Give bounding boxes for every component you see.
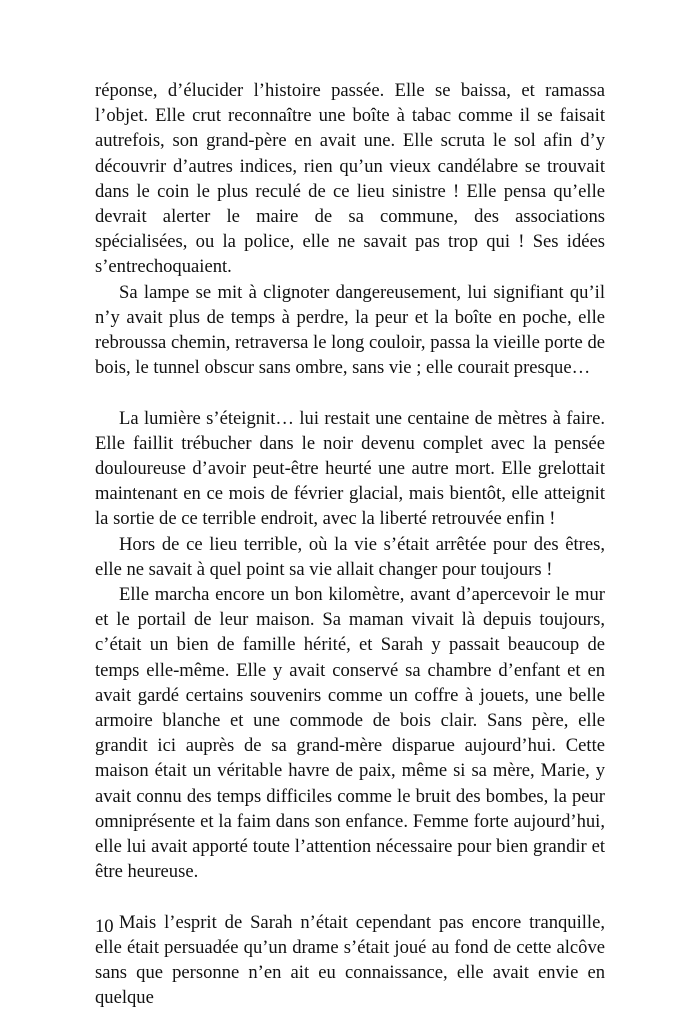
paragraph: réponse, d’élucider l’histoire passée. Elle se baissa, et ramassa l’objet. Elle crut reconnaître une boîte à tabac comme il se faisait autrefois, son grand-père en avait une. Elle scruta le sol afin d’y découvrir d’autres indices, rien qu’un vieux candélabre se trouvait dans le coin le plus reculé de ce lieu sinistre ! Elle pensa qu’elle devrait alerter le maire de sa commune, des associations spécialisées, ou la police, elle ne savait pas trop qui ! Ses idées s’entrechoquaient. (95, 80, 605, 278)
paragraph: Elle marcha encore un bon kilomètre, avant d’apercevoir le mur et le portail de leur maison. Sa maman vivait là depuis toujours, c’était un bien de famille hérité, et Sarah y passait beaucoup de temps elle-même. Elle y avait conservé sa chambre d’enfant et en avait gardé certains souvenirs comme un coffre à jouets, une belle armoire blanche et une commode de bois clair. Sans père, elle grandit ici auprès de sa grand-mère disparue aujourd’hui. Cette maison était un véritable havre de paix, même si sa mère, Marie, y avait connu des temps difficiles comme le bruit des bombes, la peur omniprésente et la faim dans son enfance. Femme forte aujourd’hui, elle lui avait apporté toute l’attention nécessaire pour bien grandir et être heureuse. (95, 584, 605, 883)
paragraph: La lumière s’éteignit… lui restait une centaine de mètres à faire. Elle faillit trébucher dans le noir devenu complet avec la pensée douloureuse d’avoir peut-être heurté une autre mort. Elle grelottait maintenant en ce mois de février glacial, mais bientôt, elle atteignit la sortie de ce terrible endroit, avec la liberté retrouvée enfin ! (95, 407, 605, 530)
paragraph: Mais l’esprit de Sarah n’était cependant pas encore tranquille, elle était persuadée qu’un drame s’était joué au fond de cette alcôve sans que personne n’en ait eu connaissance, elle avait envie en quelque (95, 911, 605, 1009)
paragraph: Sa lampe se mit à clignoter dangereusement, lui signifiant qu’il n’y avait plus de temps à perdre, la peur et la boîte en poche, elle rebroussa chemin, retraversa le long couloir, passa la vieille porte de bois, le tunnel obscur sans ombre, sans vie ; elle courait presque… (95, 281, 605, 379)
page-number: 10 (95, 916, 114, 937)
section-break (95, 884, 605, 909)
paragraph: Hors de ce lieu terrible, où la vie s’était arrêtée pour des êtres, elle ne savait à quel point sa vie allait changer pour toujours ! (95, 533, 605, 580)
body-text (95, 78, 605, 1010)
section-break (95, 380, 605, 405)
